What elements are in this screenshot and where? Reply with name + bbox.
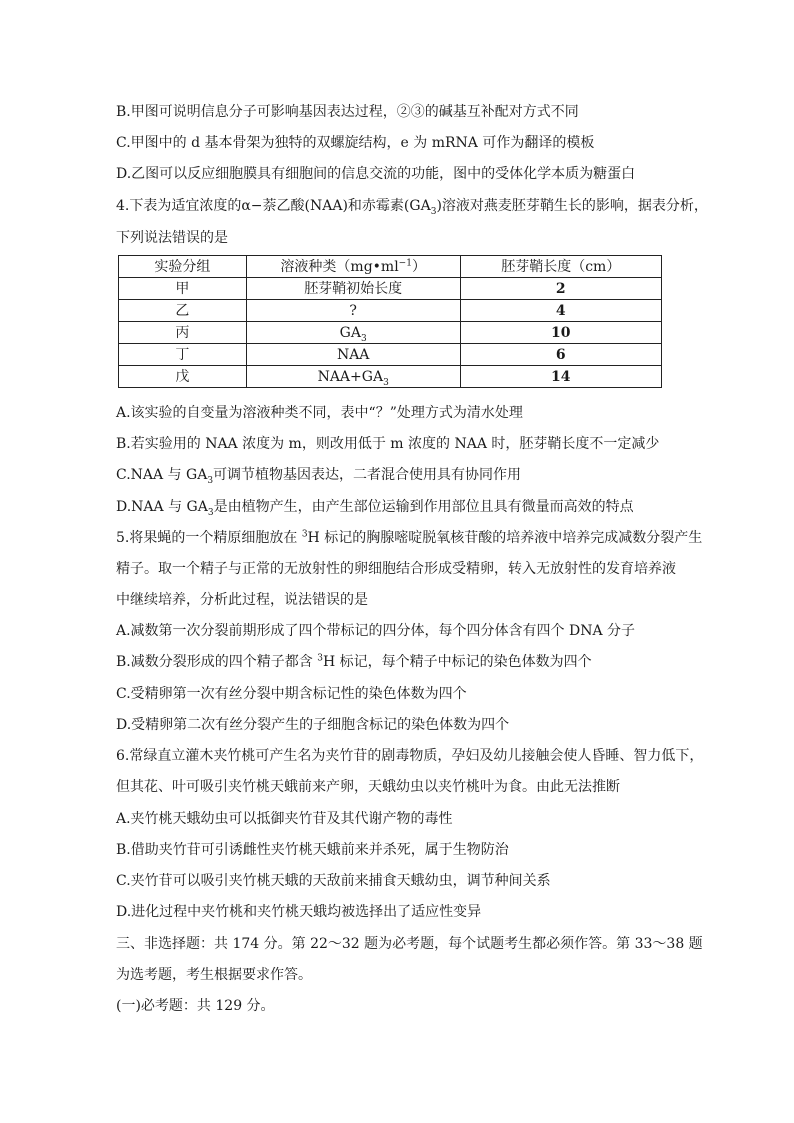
q4-stem-line-1: 4.下表为适宜浓度的α−萘乙酸(NAA)和赤霉素$(GA_3)$溶液对燕麦胚芽鞘生长的影响，据表分析， [116,198,708,217]
cell-solution: $GA_3$ [246,322,460,344]
q5-stem-line-3: 中继续培养，分析此过程，说法错误的是 [116,592,368,608]
cell-length: 6 [460,344,661,366]
q6-option-a: A.夹竹桃天蛾幼虫可以抵御夹竹苷及其代谢产物的毒性 [116,811,453,827]
section-3-heading: 三、非选择题：共 174 分。第 22～32 题为必考题，每个试题考生都必须作答。第 33～38 题 [116,936,703,952]
header-solution: 溶液种类$(mg•ml^{-1})$ [246,256,460,278]
cell-solution: ? [246,300,460,322]
q6-option-b: B.借助夹竹苷可引诱雌性夹竹桃天蛾前来并杀死，属于生物防治 [116,842,509,858]
q6-option-c: C.夹竹苷可以吸引夹竹桃天蛾的天敌前来捕食天蛾幼虫，调节种间关系 [116,873,551,889]
q5-stem-line-2: 精子。取一个精子与正常的无放射性的卵细胞结合形成受精卵，转入无放射性的发育培养液 [116,561,676,577]
table-header-row [119,256,662,278]
q6-stem-line-1: 6.常绿直立灌木夹竹桃可产生名为夹竹苷的剧毒物质，孕妇及幼儿接触会使人昏睡、智力低下， [116,748,704,764]
cell-group: 丙 [119,322,247,344]
q5-option-b: B.减数分裂形成的四个精子都含 $^3$H 标记，每个精子中标记的染色体数为四个 [116,653,592,670]
q5-option-c: C.受精卵第一次有丝分裂中期含标记性的染色体数为四个 [116,686,467,702]
q5-option-a: A.减数第一次分裂前期形成了四个带标记的四分体，每个四分体含有四个 DNA 分子 [116,623,636,639]
q3-option-c: C.甲图中的 d 基本骨架为独特的双螺旋结构，e 为 mRNA 可作为翻译的模板 [116,135,595,151]
q3-option-b: B.甲图可说明信息分子可影响基因表达过程，②③的碱基互补配对方式不同 [116,104,579,120]
q5-stem-line-1: 5.将果蝇的一个精原细胞放在 $^3$H 标记的胸腺嘧啶脱氧核苷酸的培养液中培养完成减数分裂产生 [116,529,703,546]
q3-option-d: D.乙图可以反应细胞膜具有细胞间的信息交流的功能，图中的受体化学本质为糖蛋白 [116,166,636,182]
cell-length: 4 [460,300,661,322]
q4-stem-line-2: 下列说法错误的是 [116,230,228,246]
section-3-heading-cont: 为选考题，考生根据要求作答。 [116,967,312,983]
required-questions-heading: (一)必考题：共 129 分。 [116,998,275,1014]
header-length: 胚芽鞘长度（cm） [460,256,661,278]
q4-option-d: D.NAA 与 $GA_3$是由植物产生，由产生部位运输到作用部位且具有微量而高效的特点 [116,499,634,518]
q6-option-d: D.进化过程中夹竹桃和夹竹桃天蛾均被选择出了适应性变异 [116,904,482,920]
table-row [119,278,662,300]
table-row [119,344,662,366]
header-group: 实验分组 [119,256,247,278]
table-row [119,300,662,322]
cell-group: 丁 [119,344,247,366]
q5-option-d: D.受精卵第二次有丝分裂产生的子细胞含标记的染色体数为四个 [116,717,510,733]
cell-solution: $NAA+GA_3$ [246,366,460,388]
cell-length: 14 [460,366,661,388]
q4-option-a: A.该实验的自变量为溶液种类不同，表中“？”处理方式为清水处理 [116,405,523,421]
cell-length: 10 [460,322,661,344]
cell-length: 2 [460,278,661,300]
cell-group: 甲 [119,278,247,300]
cell-solution: 胚芽鞘初始长度 [246,278,460,300]
q4-option-c: C.NAA 与 $GA_3$可调节植物基因表达，二者混合使用具有协同作用 [116,467,522,486]
table-row [119,366,662,388]
cell-group: 乙 [119,300,247,322]
experiment-table [118,255,662,388]
table-row [119,322,662,344]
cell-solution: NAA [246,344,460,366]
cell-group: 戊 [119,366,247,388]
q6-stem-line-2: 但其花、叶可吸引夹竹桃天蛾前来产卵，天蛾幼虫以夹竹桃叶为食。由此无法推断 [116,779,620,795]
q4-option-b: B.若实验用的 NAA 浓度为 m，则改用低于 m 浓度的 NAA 时，胚芽鞘长度不一定减少 [116,436,660,452]
